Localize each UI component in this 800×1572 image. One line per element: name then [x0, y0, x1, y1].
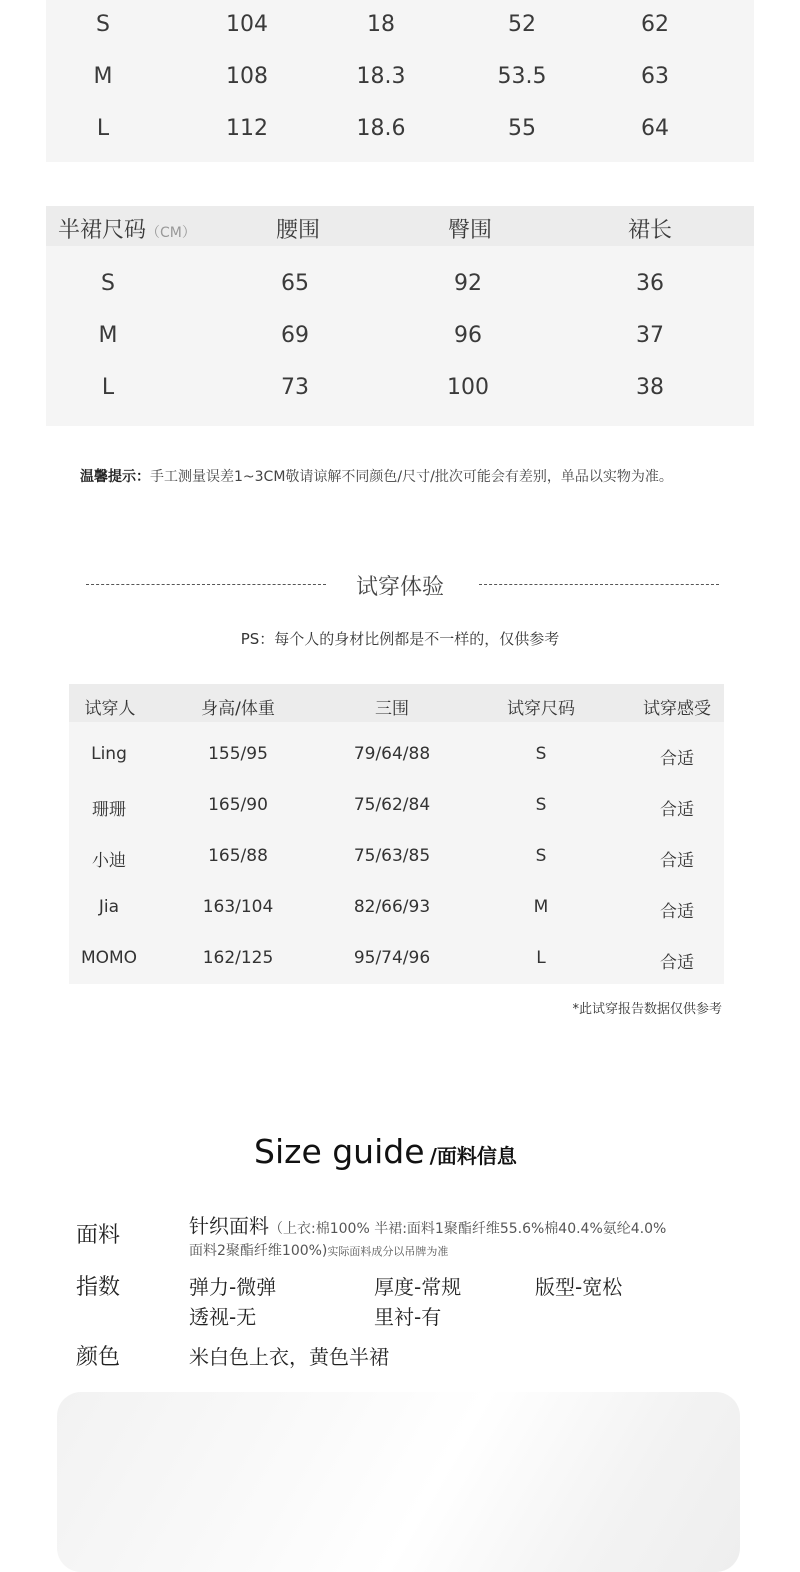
tryon-cell-bwh: 79/64/88 — [353, 744, 431, 764]
skirt-header-hip: 臀围 — [447, 218, 493, 243]
tryon-cell-name: Jia — [98, 897, 120, 917]
tryon-cell-name: Ling — [91, 744, 127, 764]
lining-value: 里衬-有 — [374, 1305, 442, 1329]
measurement-cell: 96 — [454, 323, 482, 348]
tryon-cell-bwh: 75/63/85 — [353, 846, 431, 866]
measurement-cell: 62 — [641, 12, 669, 37]
skirt-table-title — [58, 213, 196, 244]
size-label: S — [101, 271, 115, 296]
measurement-cell: 18.6 — [356, 116, 406, 141]
tryon-cell-hw: 165/90 — [208, 795, 268, 815]
size-label: L — [96, 116, 110, 141]
tryon-cell-bwh: 82/66/93 — [353, 897, 431, 917]
thickness-value: 厚度-常规 — [374, 1275, 462, 1299]
tryon-header-feel: 试穿感受 — [643, 699, 711, 719]
tryon-header-measurements: 三围 — [375, 699, 409, 719]
measurement-cell: 36 — [636, 271, 664, 296]
measurement-cell: 73 — [281, 375, 309, 400]
measurement-cell: 38 — [636, 375, 664, 400]
fabric-detail2: 面料2聚酯纤维100%) — [189, 1243, 328, 1259]
measurement-cell: 53.5 — [497, 64, 547, 89]
size-label: M — [93, 64, 113, 89]
tryon-cell-hw: 155/95 — [208, 744, 268, 764]
tryon-cell-feel: 合适 — [660, 953, 694, 973]
sheer-value: 透视-无 — [189, 1305, 257, 1329]
tryon-header-person: 试穿人 — [84, 699, 136, 719]
measurement-cell: 52 — [508, 12, 536, 37]
tip-note — [80, 466, 673, 486]
skirt-header-waist: 腰围 — [275, 218, 321, 243]
size-label: L — [101, 375, 115, 400]
size-label: M — [98, 323, 118, 348]
measurement-cell: 104 — [226, 12, 268, 37]
tryon-cell-size: L — [536, 948, 546, 968]
tryon-cell-name: 珊珊 — [92, 800, 126, 820]
tryon-cell-size: S — [535, 846, 547, 866]
tryon-cell-hw: 163/104 — [202, 897, 274, 917]
measurement-cell: 100 — [447, 375, 489, 400]
color-value: 米白色上衣，黄色半裙 — [189, 1345, 389, 1369]
tryon-header-height-weight: 身高/体重 — [201, 699, 275, 719]
tryon-cell-bwh: 95/74/96 — [353, 948, 431, 968]
tip-text: 手工测量误差1~3CM敬请谅解不同颜色/尺寸/批次可能会有差别，单品以实物为准。 — [150, 469, 673, 485]
fabric-line2 — [189, 1240, 448, 1260]
measurement-cell: 69 — [281, 323, 309, 348]
size-guide-title — [254, 1132, 517, 1171]
fabric-label: 面料 — [76, 1223, 121, 1248]
tryon-cell-size: S — [535, 744, 547, 764]
tryon-title: 试穿体验 — [355, 575, 444, 600]
index-label: 指数 — [76, 1275, 121, 1300]
measurement-cell: 92 — [454, 271, 482, 296]
product-photo — [57, 1392, 740, 1572]
size-guide-heading: Size guide — [254, 1132, 425, 1171]
fabric-detail1: （上衣:棉100% 半裙:面料1聚酯纤维55.6%棉40.4%氨纶4.0% — [269, 1221, 667, 1237]
measurement-cell: 55 — [508, 116, 536, 141]
tryon-ps: PS：每个人的身材比例都是不一样的，仅供参考 — [240, 630, 560, 648]
fabric-line1 — [189, 1210, 666, 1239]
size-label: S — [96, 12, 110, 37]
measurement-cell: 63 — [641, 64, 669, 89]
tryon-cell-hw: 162/125 — [202, 948, 274, 968]
color-label: 颜色 — [76, 1345, 121, 1370]
tryon-cell-name: 小迪 — [92, 851, 126, 871]
measurement-cell: 37 — [636, 323, 664, 348]
measurement-cell: 18 — [367, 12, 395, 37]
tryon-cell-feel: 合适 — [660, 800, 694, 820]
tryon-cell-feel: 合适 — [660, 902, 694, 922]
tryon-cell-hw: 165/88 — [208, 846, 268, 866]
skirt-table-title-text: 半裙尺码 — [58, 218, 147, 243]
measurement-cell: 112 — [226, 116, 268, 141]
tryon-footnote: *此试穿报告数据仅供参考 — [572, 1002, 722, 1017]
tryon-cell-name: MOMO — [80, 948, 138, 968]
fabric-note: 实际面料成分以吊牌为准 — [327, 1245, 449, 1258]
tryon-cell-size: S — [535, 795, 547, 815]
tryon-cell-feel: 合适 — [660, 851, 694, 871]
skirt-table-unit: （CM） — [146, 225, 196, 241]
fit-value: 版型-宽松 — [535, 1275, 623, 1299]
tryon-header-size: 试穿尺码 — [507, 699, 575, 719]
tryon-cell-size: M — [533, 897, 549, 917]
tryon-cell-bwh: 75/62/84 — [353, 795, 431, 815]
measurement-cell: 64 — [641, 116, 669, 141]
measurement-cell: 18.3 — [356, 64, 406, 89]
skirt-header-length: 裙长 — [627, 218, 673, 243]
fabric-main: 针织面料 — [189, 1214, 269, 1238]
measurement-cell: 108 — [226, 64, 268, 89]
elasticity-value: 弹力-微弹 — [189, 1275, 277, 1299]
title-divider-right — [479, 584, 719, 585]
tryon-cell-feel: 合适 — [660, 749, 694, 769]
measurement-cell: 65 — [281, 271, 309, 296]
size-guide-subtitle: /面料信息 — [429, 1144, 517, 1168]
tryon-table — [69, 684, 724, 984]
tip-label: 温馨提示： — [80, 469, 150, 485]
